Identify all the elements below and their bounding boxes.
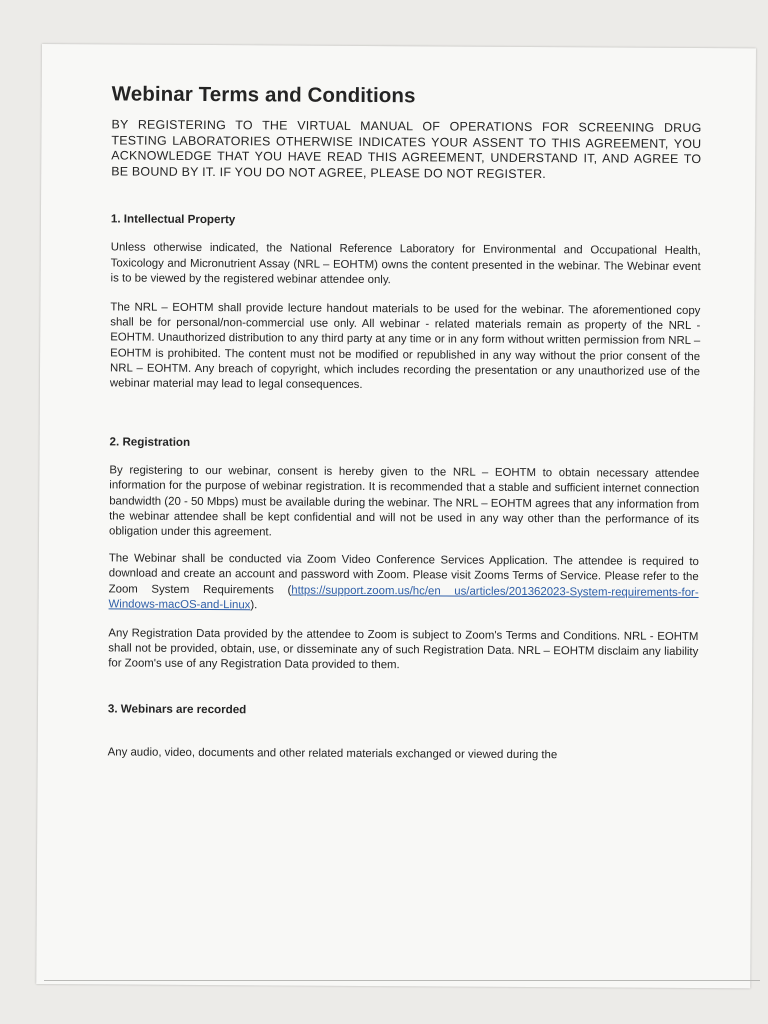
zoom-paragraph-end: ). [250,599,258,612]
page-edge-line [44,980,760,981]
registration-paragraph-consent: By registering to our webinar, consent is hereby given to the NRL – EOHTM to obtain necessary attendee information for the purpose of webinar registration. It is recommended that a stable and sufficient internet connection bandwidth (20 - 50 Mbps) must be available during the webinar. The NRL – EOHTM agrees that any information from the webinar attendee shall be kept confidential and will not be used in any way other than the performance of its obligation under this agreement. [108,464,700,539]
ip-paragraph-handouts: The NRL – EOHTM shall provide lecture handout materials to be used for the webinar. The aforementioned copy shall be for personal/non-commercial use only. All webinar - related materials remain as property of the NRL - EOHTM. Unauthorized distribution to any third party at any time or in any form without written permission from NRL – EOHTM is prohibited. The content must not be modified or republished in any way without the prior consent of the NRL – EOHTM. Any breach of copyright, which includes recording the presentation or any unauthorized use of the webinar material may lead to legal consequences. [109,301,701,391]
recorded-paragraph: Any audio, video, documents and other related materials exchanged or viewed during the [107,746,558,761]
section-heading-registration: 2. Registration [109,435,191,450]
zoom-paragraph-text: The Webinar shall be conducted via Zoom Video Conference Services Application. The attendee is required to download and create an account and password with Zoom. Please visit Zooms Terms of Service. Please refer to the Zoom System Requirements ( [108,552,699,597]
section-heading-webinars-recorded: 3. Webinars are recorded [107,702,247,716]
section-heading-intellectual-property: 1. Intellectual Property [110,212,236,227]
registration-paragraph-zoom [109,552,699,616]
ip-paragraph-ownership: Unless otherwise indicated, the National Reference Laboratory for Environmental and Occupational Health, Toxicology and Micronutrient Assay (NRL – EOHTM) owns the content presented in the webinar. The Webinar event is to be viewed by the registered webinar attendee only. [110,241,701,286]
document-content [108,82,702,763]
registration-paragraph-data: Any Registration Data provided by the attendee to Zoom is subject to Zoom's Terms and Conditions. NRL - EOHTM shall not be provided, obtain, use, or disseminate any of such Registration Data. NRL – EOHTM disclaim any liability for Zoom's use of any Registration Data provided to them. [108,627,699,672]
zoom-requirements-link[interactable]: https://support.zoom.us/hc/en us/articles/201362023-System-requirements-for-Windows-macOS-and-Linux [108,584,699,612]
intro-paragraph: BY REGISTERING TO THE VIRTUAL MANUAL OF OPERATIONS FOR SCREENING DRUG TESTING LABORATORIES OTHERWISE INDICATES YOUR ASSENT TO THIS AGREEMENT, YOU ACKNOWLEDGE THAT YOU HAVE READ THIS AGREEMENT, UNDERSTAND IT, AND AGREE TO BE BOUND BY IT. IF YOU DO NOT AGREE, PLEASE DO NOT REGISTER. [111,117,702,181]
document-title: Webinar Terms and Conditions [111,82,416,108]
document-page [36,44,756,988]
